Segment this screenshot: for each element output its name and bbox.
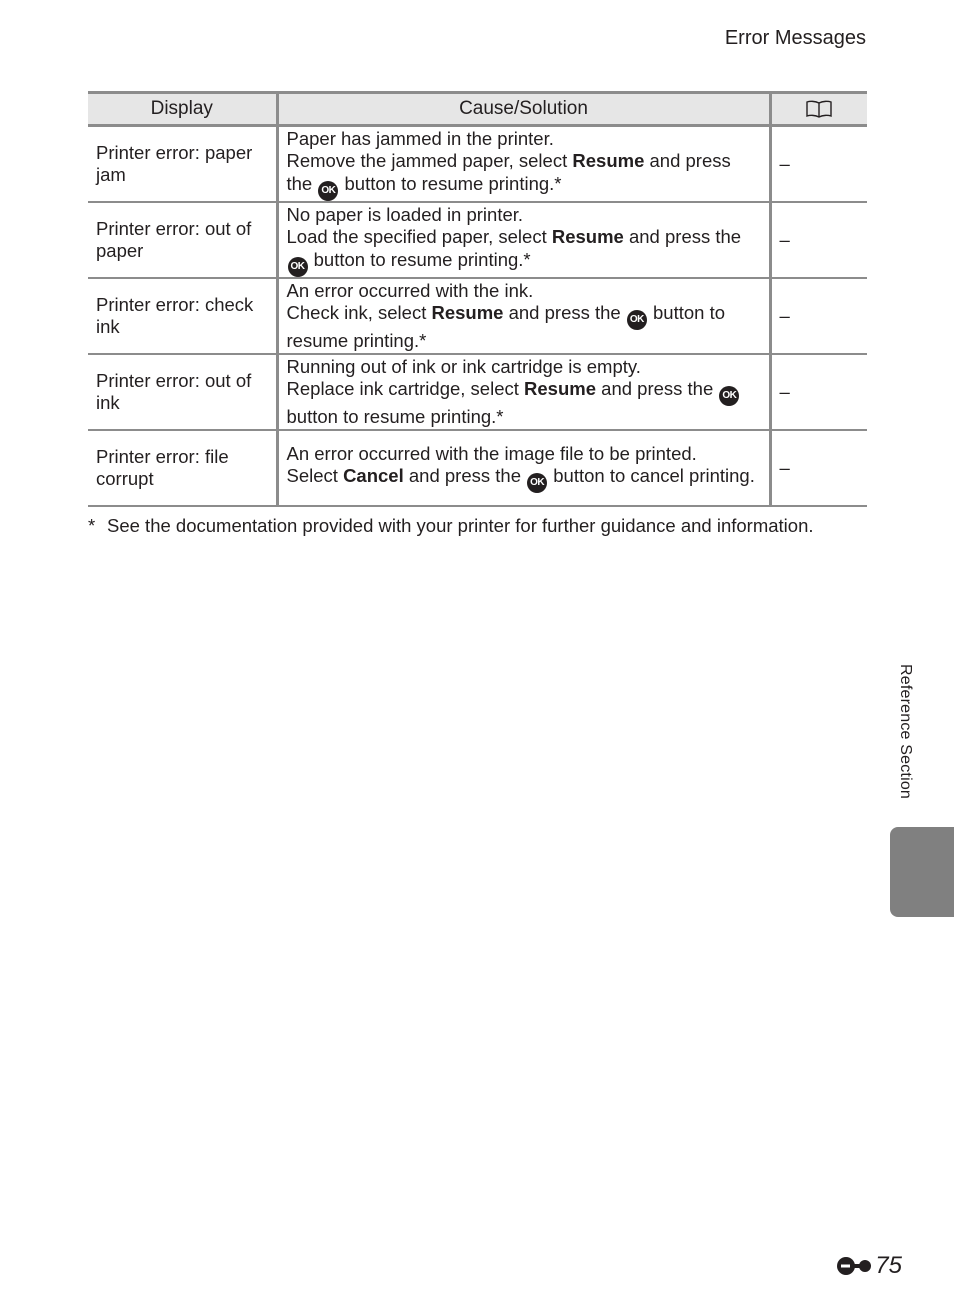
ok-button-icon: OK	[288, 257, 308, 277]
page-number	[836, 1250, 902, 1282]
reference-page-cell: –	[770, 202, 867, 278]
display-cell: Printer error: file corrupt	[88, 430, 277, 506]
menu-option-name: Resume	[551, 226, 624, 247]
table-row	[88, 202, 867, 278]
cause-solution-cell: An error occurred with the image file to be printed. Select Cancel and press the OK button to cancel printing.	[277, 430, 770, 506]
display-cell: Printer error: out of ink	[88, 354, 277, 430]
error-messages-table	[88, 91, 867, 507]
footnote-text: See the documentation provided with your printer for further guidance and information.	[107, 515, 814, 536]
table-row	[88, 126, 867, 203]
cause-solution-cell: Paper has jammed in the printer. Remove the jammed paper, select Resume and press the OK button to resume printing.*	[277, 126, 770, 203]
menu-option-name: Resume	[431, 302, 504, 323]
column-header-cause: Cause/Solution	[277, 93, 770, 126]
footnote-marker: *	[88, 515, 96, 536]
ok-button-icon: OK	[527, 473, 547, 493]
page-number-value: 75	[875, 1252, 902, 1279]
footnote	[88, 514, 868, 538]
menu-option-name: Resume	[572, 150, 645, 171]
table-row	[88, 430, 867, 506]
reference-page-cell: –	[770, 354, 867, 430]
table-row	[88, 278, 867, 354]
reference-e-icon	[836, 1255, 874, 1277]
menu-option-name: Resume	[524, 378, 597, 399]
display-cell: Printer error: out of paper	[88, 202, 277, 278]
ok-button-icon: OK	[318, 181, 338, 201]
reference-page-cell: –	[770, 126, 867, 203]
column-header-display: Display	[88, 93, 277, 126]
table-header-row	[88, 93, 867, 126]
ok-button-icon: OK	[627, 310, 647, 330]
section-side-label: Reference Section	[897, 664, 914, 800]
menu-option-name: Cancel	[343, 465, 404, 487]
cause-solution-cell: No paper is loaded in printer. Load the specified paper, select Resume and press the OK button to resume printing.*	[277, 202, 770, 278]
section-tab	[890, 827, 954, 917]
display-cell: Printer error: check ink	[88, 278, 277, 354]
reference-page-cell: –	[770, 430, 867, 506]
table-row	[88, 354, 867, 430]
cause-solution-cell: An error occurred with the ink. Check ink, select Resume and press the OK button to resume printing.*	[277, 278, 770, 354]
page-header: Error Messages	[724, 27, 866, 49]
cause-solution-cell: Running out of ink or ink cartridge is empty. Replace ink cartridge, select Resume and press the OK button to resume printing.*	[277, 354, 770, 430]
ok-button-icon: OK	[719, 386, 739, 406]
reference-page-cell: –	[770, 278, 867, 354]
column-header-reference	[770, 93, 867, 126]
book-icon	[805, 100, 833, 118]
display-cell: Printer error: paper jam	[88, 126, 277, 203]
